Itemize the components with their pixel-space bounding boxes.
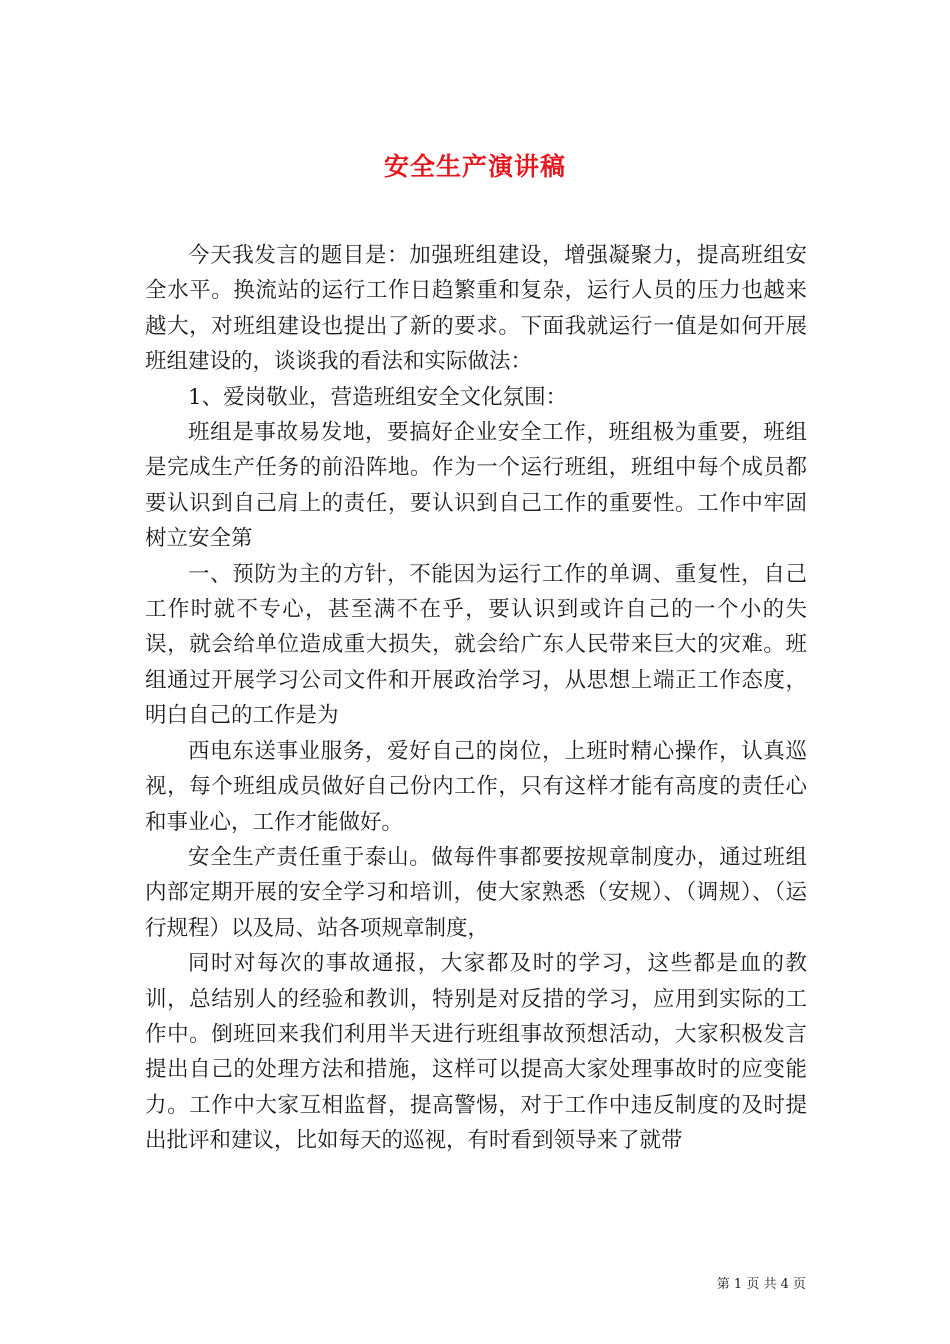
paragraph: 同时对每次的事故通报，大家都及时的学习，这些都是血的教训，总结别人的经验和教训，特别是对反措的学习，应用到实际的工作中。倒班回来我们利用半天进行班组事故预想活动，大家积极发言提出自己的处理方法和措施，这样可以提高大家处理事故时的应变能力。工作中大家互相监督，提高警惕，对于工作中违反制度的及时提出批评和建议，比如每天的巡视，有时看到领导来了就带 xyxy=(145,951,807,1154)
section-heading: 1、爱岗敬业，营造班组安全文化氛围： xyxy=(188,384,568,410)
document-body xyxy=(145,238,807,1159)
document-title: 安全生产演讲稿 xyxy=(383,151,566,181)
paragraph: 安全生产责任重于泰山。做每件事都要按规章制度办，通过班组内部定期开展的安全学习和培训，使大家熟悉（安规）、（调规）、（运行规程）以及局、站各项规章制度， xyxy=(145,844,807,941)
paragraph: 今天我发言的题目是：加强班组建设，增强凝聚力，提高班组安全水平。换流站的运行工作日趋繁重和复杂，运行人员的压力也越来越大，对班组建设也提出了新的要求。下面我就运行一值是如何开展班组建设的，谈谈我的看法和实际做法： xyxy=(145,243,807,375)
paragraph: 一、预防为主的方针，不能因为运行工作的单调、重复性，自己工作时就不专心，甚至满不在乎，要认识到或许自己的一个小的失误，就会给单位造成重大损失，就会给广东人民带来巨大的灾难。班组通过开展学习公司文件和开展政治学习，从思想上端正工作态度，明白自己的工作是为 xyxy=(145,561,807,729)
paragraph: 西电东送事业服务，爱好自己的岗位，上班时精心操作，认真巡视，每个班组成员做好自己份内工作，只有这样才能有高度的责任心和事业心，工作才能做好。 xyxy=(145,738,807,835)
page-number: 第 1 页 共 4 页 xyxy=(716,1277,806,1292)
paragraph: 班组是事故易发地，要搞好企业安全工作，班组极为重要，班组是完成生产任务的前沿阵地。作为一个运行班组，班组中每个成员都要认识到自己肩上的责任，要认识到自己工作的重要性。工作中牢固树立安全第 xyxy=(145,420,807,552)
